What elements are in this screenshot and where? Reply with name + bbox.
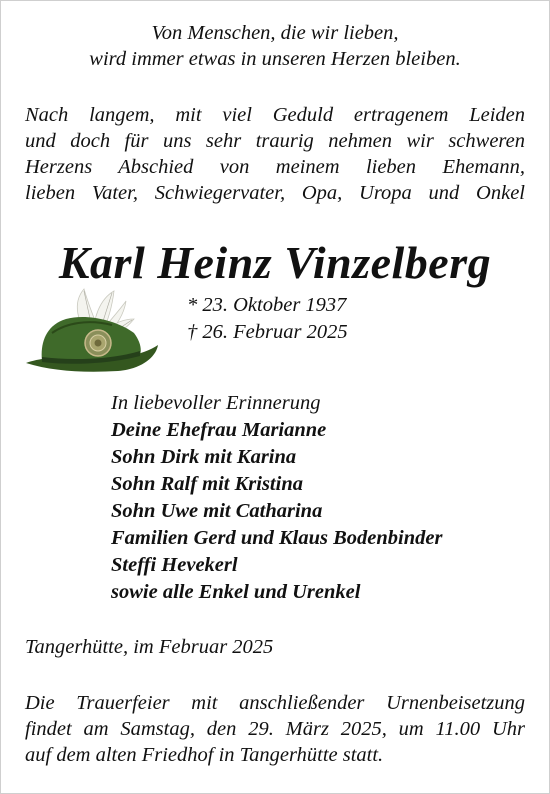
birth-date: * 23. Oktober 1937	[187, 294, 347, 316]
verse-line: wird immer etwas in unseren Herzen bleiben.	[89, 48, 461, 70]
funeral-service-info	[25, 690, 525, 768]
mourners-lead: In liebevoller Erinnerung	[111, 392, 321, 414]
service-line: auf dem alten Friedhof in Tangerhütte statt.	[25, 744, 384, 766]
memorial-verse	[25, 20, 525, 72]
verse-line: Von Menschen, die wir lieben,	[151, 22, 399, 44]
mourner-name: sowie alle Enkel und Urenkel	[111, 581, 361, 603]
place-and-date: Tangerhütte, im Februar 2025	[25, 636, 274, 658]
intro-line: lieben Vater, Schwiegervater, Opa, Uropa und Onkel	[25, 182, 525, 204]
mourner-name: Steffi Hevekerl	[111, 554, 238, 576]
mourner-name: Sohn Uwe mit Catharina	[111, 500, 323, 522]
life-dates	[187, 292, 348, 346]
mourner-name: Sohn Dirk mit Karina	[111, 446, 297, 468]
mourner-name: Familien Gerd und Klaus Bodenbinder	[111, 527, 443, 549]
death-date: † 26. Februar 2025	[187, 321, 348, 343]
mourner-name: Deine Ehefrau Marianne	[111, 419, 327, 441]
alpine-hat-with-feather-icon	[22, 283, 162, 375]
intro-paragraph	[25, 102, 525, 206]
mourners-list	[111, 390, 531, 606]
service-line: Die Trauerfeier mit anschließender Urnenbeisetzung	[25, 692, 525, 714]
deceased-name: Karl Heinz Vinzelberg	[58, 237, 492, 288]
intro-line: Herzens Abschied von meinem lieben Ehemann,	[25, 156, 525, 178]
intro-line: und doch für uns sehr traurig nehmen wir schweren	[25, 130, 525, 152]
mourner-name: Sohn Ralf mit Kristina	[111, 473, 303, 495]
intro-line: Nach langem, mit viel Geduld ertragenem Leiden	[25, 104, 525, 126]
service-line: findet am Samstag, den 29. März 2025, um 11.00 Uhr	[25, 718, 525, 740]
